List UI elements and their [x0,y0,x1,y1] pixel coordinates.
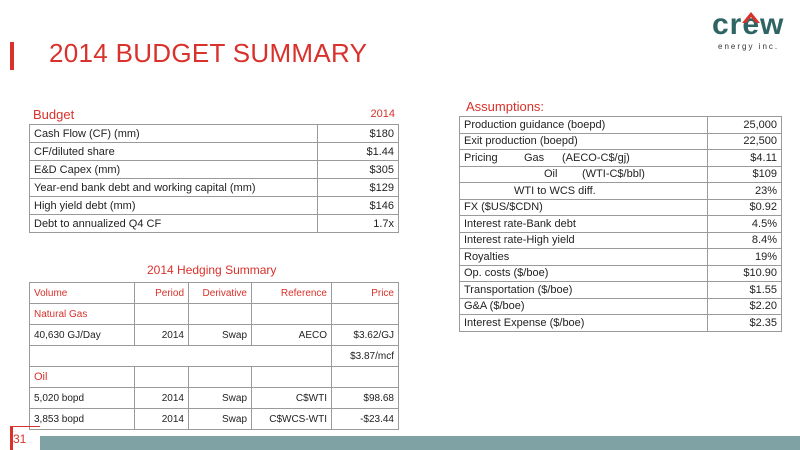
assumption-label: Op. costs ($/boe) [460,265,708,282]
oil-label: Oil [30,367,135,388]
col-header-price: Price [332,283,399,304]
col-header-volume: Volume [30,283,135,304]
budget-row-label: CF/diluted share [30,143,318,161]
title-accent-bar [10,42,14,70]
oil-price: -$23.44 [332,409,399,430]
assumption-label: Transportation ($/boe) [460,282,708,299]
slide-title: 2014 BUDGET SUMMARY [49,38,368,68]
hedging-table [29,282,399,430]
crew-logo [712,10,792,54]
logo-wordmark: crew [712,8,785,41]
assumption-label: Production guidance (boepd) [460,117,708,134]
table-row [460,199,782,216]
hedging-title: 2014 Hedging Summary [147,263,277,277]
table-row [460,249,782,266]
assumption-label: Royalties [460,249,708,266]
assumption-label: FX ($US/$CDN) [460,199,708,216]
oil-price: $98.68 [332,388,399,409]
assumption-label: Interest rate-High yield [460,232,708,249]
assumptions-title: Assumptions: [466,99,545,114]
budget-row-label: Cash Flow (CF) (mm) [30,125,318,143]
pricing-detail: (AECO-C$/gj) [562,151,630,164]
empty-cell [189,367,252,388]
table-row [460,315,782,332]
table-row [30,179,399,197]
empty-cell [135,304,189,325]
budget-row-value: $129 [318,179,399,197]
budget-row-value: $146 [318,197,399,215]
table-header-row [30,283,399,304]
table-row [460,232,782,249]
natural-gas-label: Natural Gas [30,304,135,325]
assumption-value: 19% [708,249,782,266]
gas-price: $3.62/GJ [332,325,399,346]
oil-period: 2014 [135,388,189,409]
budget-row-label: Debt to annualized Q4 CF [30,215,318,233]
table-row [460,216,782,233]
table-row [30,367,399,388]
gas-derivative: Swap [189,325,252,346]
assumption-value: $109 [708,166,782,183]
assumption-value: 22,500 [708,133,782,150]
oil-volume: 5,020 bopd [30,388,135,409]
table-row [30,143,399,161]
gas-price-mcf: $3.87/mcf [332,346,399,367]
page-number: 31 [13,432,27,446]
budget-table [29,124,399,233]
budget-year: 2014 [370,108,395,120]
col-header-period: Period [135,283,189,304]
table-row [30,161,399,179]
assumptions-table [459,116,782,332]
empty-cell [135,367,189,388]
oil-derivative: Swap [189,409,252,430]
budget-row-value: $305 [318,161,399,179]
assumption-label: Interest Expense ($/boe) [460,315,708,332]
assumption-value: $2.35 [708,315,782,332]
logo-subtitle: energy inc. [718,42,780,51]
assumption-value: 23% [708,183,782,200]
empty-cell [252,304,332,325]
assumption-label [460,166,708,183]
pricing-detail: (WTI-C$/bbl) [582,168,645,181]
assumption-value: $1.55 [708,282,782,299]
table-row [30,388,399,409]
assumption-value: 4.5% [708,216,782,233]
assumption-value: 25,000 [708,117,782,134]
table-row [460,150,782,167]
assumption-value: 8.4% [708,232,782,249]
empty-cell [252,367,332,388]
budget-header [29,104,399,124]
logo-peak-icon [740,11,762,25]
assumption-label [460,183,708,200]
assumption-value: $10.90 [708,265,782,282]
pricing-sub: Gas [524,151,545,164]
table-row [30,125,399,143]
assumption-label: Exit production (boepd) [460,133,708,150]
assumption-label: G&A ($/boe) [460,298,708,315]
gas-period: 2014 [135,325,189,346]
col-header-derivative: Derivative [189,283,252,304]
table-row [460,282,782,299]
pricing-label: Pricing [464,151,498,164]
budget-row-label: E&D Capex (mm) [30,161,318,179]
gas-reference: AECO [252,325,332,346]
table-row [460,298,782,315]
oil-reference: C$WCS-WTI [252,409,332,430]
table-row [30,325,399,346]
assumption-label [460,150,708,167]
pricing-sub: Oil [544,168,558,181]
assumption-value: $4.11 [708,150,782,167]
table-row [460,265,782,282]
budget-row-label: High yield debt (mm) [30,197,318,215]
gas-volume: 40,630 GJ/Day [30,325,135,346]
assumption-value: $0.92 [708,199,782,216]
table-row [30,215,399,233]
budget-row-label: Year-end bank debt and working capital (mm) [30,179,318,197]
table-row [30,409,399,430]
table-row [460,133,782,150]
empty-cell [30,346,332,367]
empty-cell [189,304,252,325]
table-row [460,183,782,200]
table-row [460,166,782,183]
oil-volume: 3,853 bopd [30,409,135,430]
empty-cell [332,367,399,388]
empty-cell [332,304,399,325]
budget-row-value: $1.44 [318,143,399,161]
table-row [30,197,399,215]
pricing-sub: WTI to WCS diff. [514,184,596,197]
assumption-value: $2.20 [708,298,782,315]
budget-row-value: 1.7x [318,215,399,233]
oil-reference: C$WTI [252,388,332,409]
table-row [460,117,782,134]
budget-row-value: $180 [318,125,399,143]
col-header-reference: Reference [252,283,332,304]
table-row [30,304,399,325]
footer-bar [40,436,800,450]
oil-period: 2014 [135,409,189,430]
oil-derivative: Swap [189,388,252,409]
assumption-label: Interest rate-Bank debt [460,216,708,233]
table-row [30,346,399,367]
budget-label: Budget [33,107,75,122]
